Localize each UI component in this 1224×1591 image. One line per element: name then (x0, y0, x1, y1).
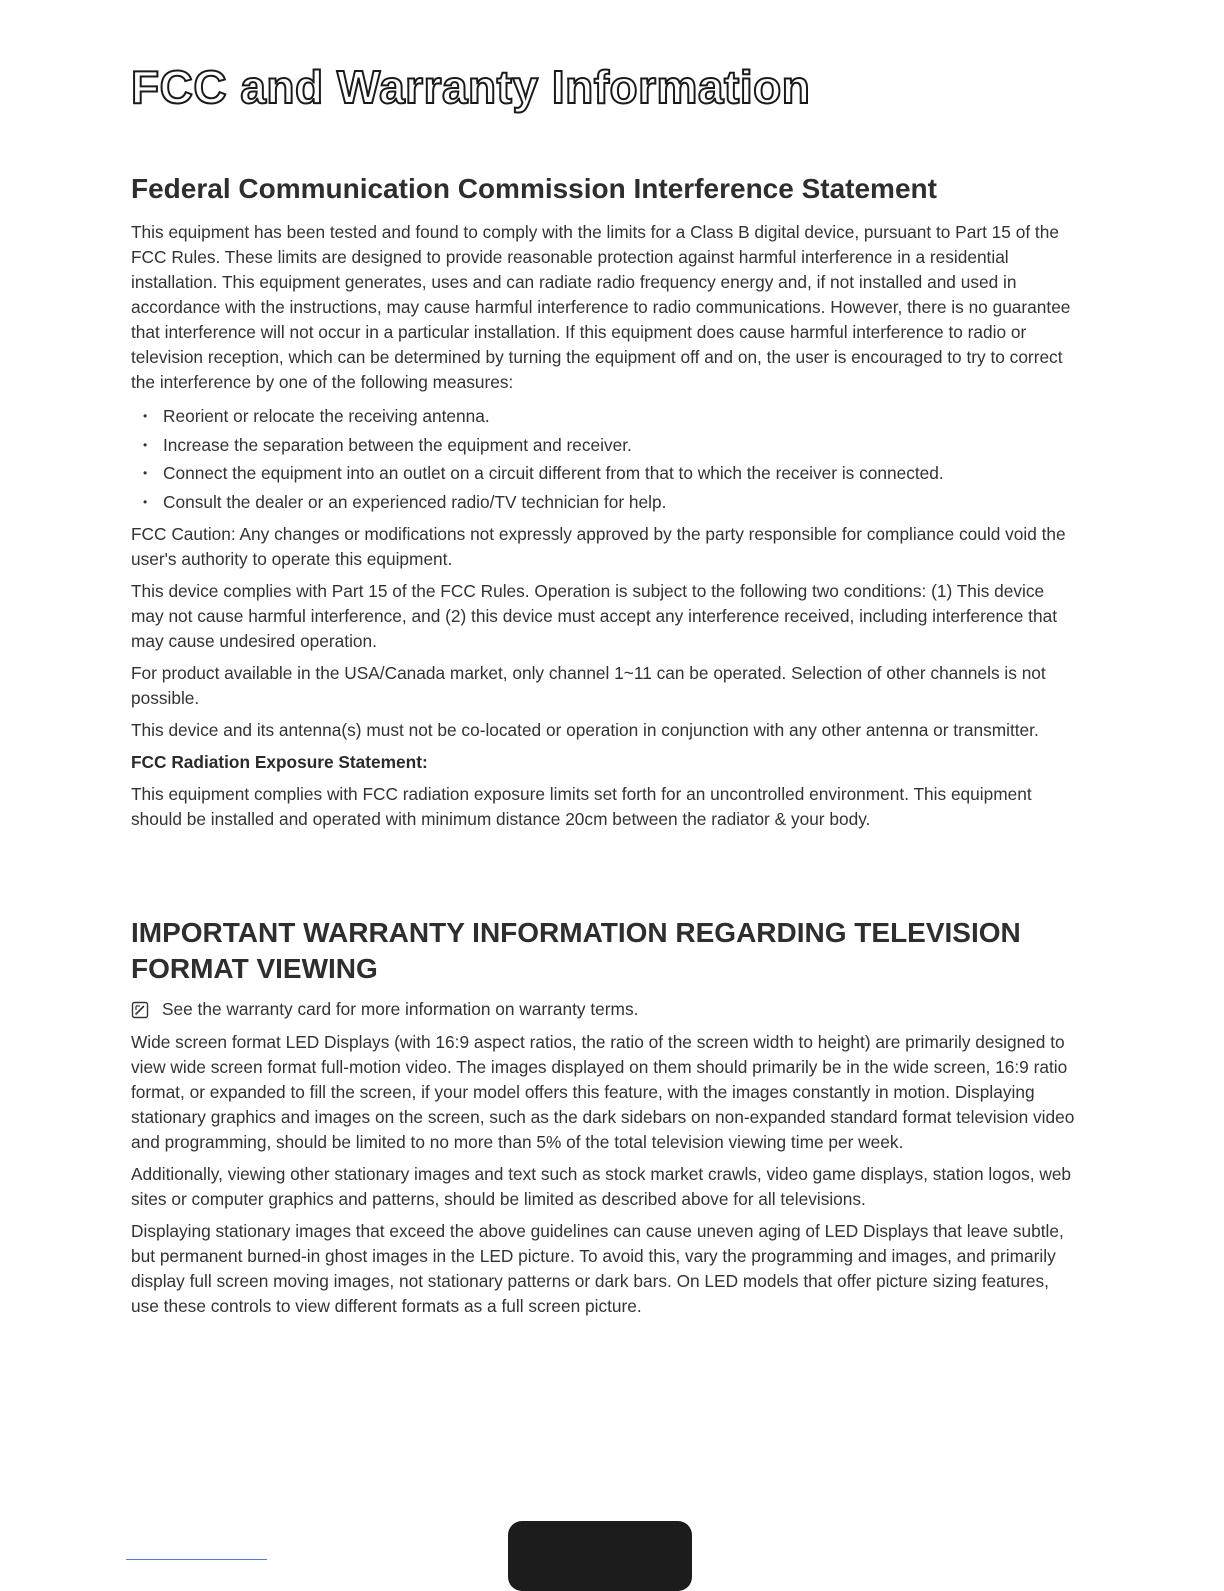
fcc-caution-paragraph: FCC Caution: Any changes or modifications not expressly approved by the party responsible for compliance could void the user's authority to operate this equipment. (131, 524, 1066, 569)
warranty-note (131, 997, 1076, 1022)
warranty-section (131, 915, 1076, 1326)
page-title: FCC and Warranty Information (131, 61, 811, 113)
measure-text: Reorient or relocate the receiving antenna. (163, 406, 490, 426)
bullet-dot-icon: • (143, 437, 148, 452)
warranty-paragraph-3: Displaying stationary images that exceed the above guidelines can cause uneven aging of LED Displays that leave subtle, but permanent burned-in ghost images in the LED picture. To avoid this, vary the programming and images, and primarily display full screen moving images, not stationary patterns or dark bars. On LED models that offer picture sizing features, use these controls to view different formats as a full screen picture. (131, 1221, 1064, 1316)
measure-text: Increase the separation between the equipment and receiver. (163, 434, 632, 455)
warranty-paragraph-1: Wide screen format LED Displays (with 16:9 aspect ratios, the ratio of the screen width to height) are primarily designed to view wide screen format full-motion video. The images displayed on them should primarily be in the wide screen, 16:9 ratio format, or expanded to fill the screen, if your model offers this feature, with the images constantly in motion. Displaying stationary graphics and images on the screen, such as the dark sidebars on non-expanded standard format television video and programming, should be limited to no more than 5% of the total television viewing time per week. (131, 1032, 1075, 1152)
list-item (143, 459, 1076, 488)
measures-list (131, 402, 1076, 516)
page-number-tab (508, 1521, 692, 1591)
fcc-section-heading: Federal Communication Commission Interference Statement (131, 173, 937, 204)
fcc-section (131, 172, 1076, 839)
warranty-paragraph-2: Additionally, viewing other stationary images and text such as stock market crawls, video game displays, station logos, web sites or computer graphics and patterns, should be limited as described above for all televisions. (131, 1164, 1072, 1209)
list-item (143, 431, 1076, 460)
bullet-dot-icon: • (143, 466, 148, 480)
footer-rule (126, 1559, 267, 1560)
warranty-note-text: See the warranty card for more information on warranty terms. (162, 999, 639, 1019)
measure-text: Consult the dealer or an experienced radio/TV technician for help. (163, 491, 667, 512)
warranty-section-heading: IMPORTANT WARRANTY INFORMATION REGARDING TELEVISION FORMAT VIEWING (131, 917, 1021, 984)
bullet-dot-icon: • (143, 494, 148, 509)
fcc-compliance-paragraph: This device complies with Part 15 of the FCC Rules. Operation is subject to the following two conditions: (1) This device may not cause harmful interference, and (2) this device must accept any interference received, including interference that may cause undesired operation. (131, 581, 1057, 651)
fcc-channel-paragraph: For product available in the USA/Canada market, only channel 1~11 can be operated. Selection of other channels is not possible. (131, 663, 1046, 708)
radiation-exposure-heading: FCC Radiation Exposure Statement: (131, 752, 428, 772)
fcc-intro-paragraph: This equipment has been tested and found to comply with the limits for a Class B digital device, pursuant to Part 15 of the FCC Rules. These limits are designed to provide reasonable protection against harmful interference in a residential installation. This equipment generates, uses and can radiate radio frequency energy and, if not installed and used in accordance with the instructions, may cause harmful interference to radio communications. However, there is no guarantee that interference will not occur in a particular installation. If this equipment does cause harmful interference to radio or television reception, which can be determined by turning the equipment off and on, the user is encouraged to try to correct the interference by one of the following measures: (131, 222, 1071, 392)
measure-text: Connect the equipment into an outlet on a circuit different from that to which the receiver is connected. (163, 463, 944, 483)
radiation-exposure-paragraph: This equipment complies with FCC radiation exposure limits set forth for an uncontrolled environment. This equipment should be installed and operated with minimum distance 20cm between the radiator & your body. (131, 784, 1032, 829)
note-pencil-icon (131, 1001, 149, 1019)
list-item (143, 488, 1076, 517)
list-item (143, 402, 1076, 431)
bullet-dot-icon: • (143, 409, 148, 423)
fcc-antenna-paragraph: This device and its antenna(s) must not be co-located or operation in conjunction with any other antenna or transmitter. (131, 720, 1039, 740)
